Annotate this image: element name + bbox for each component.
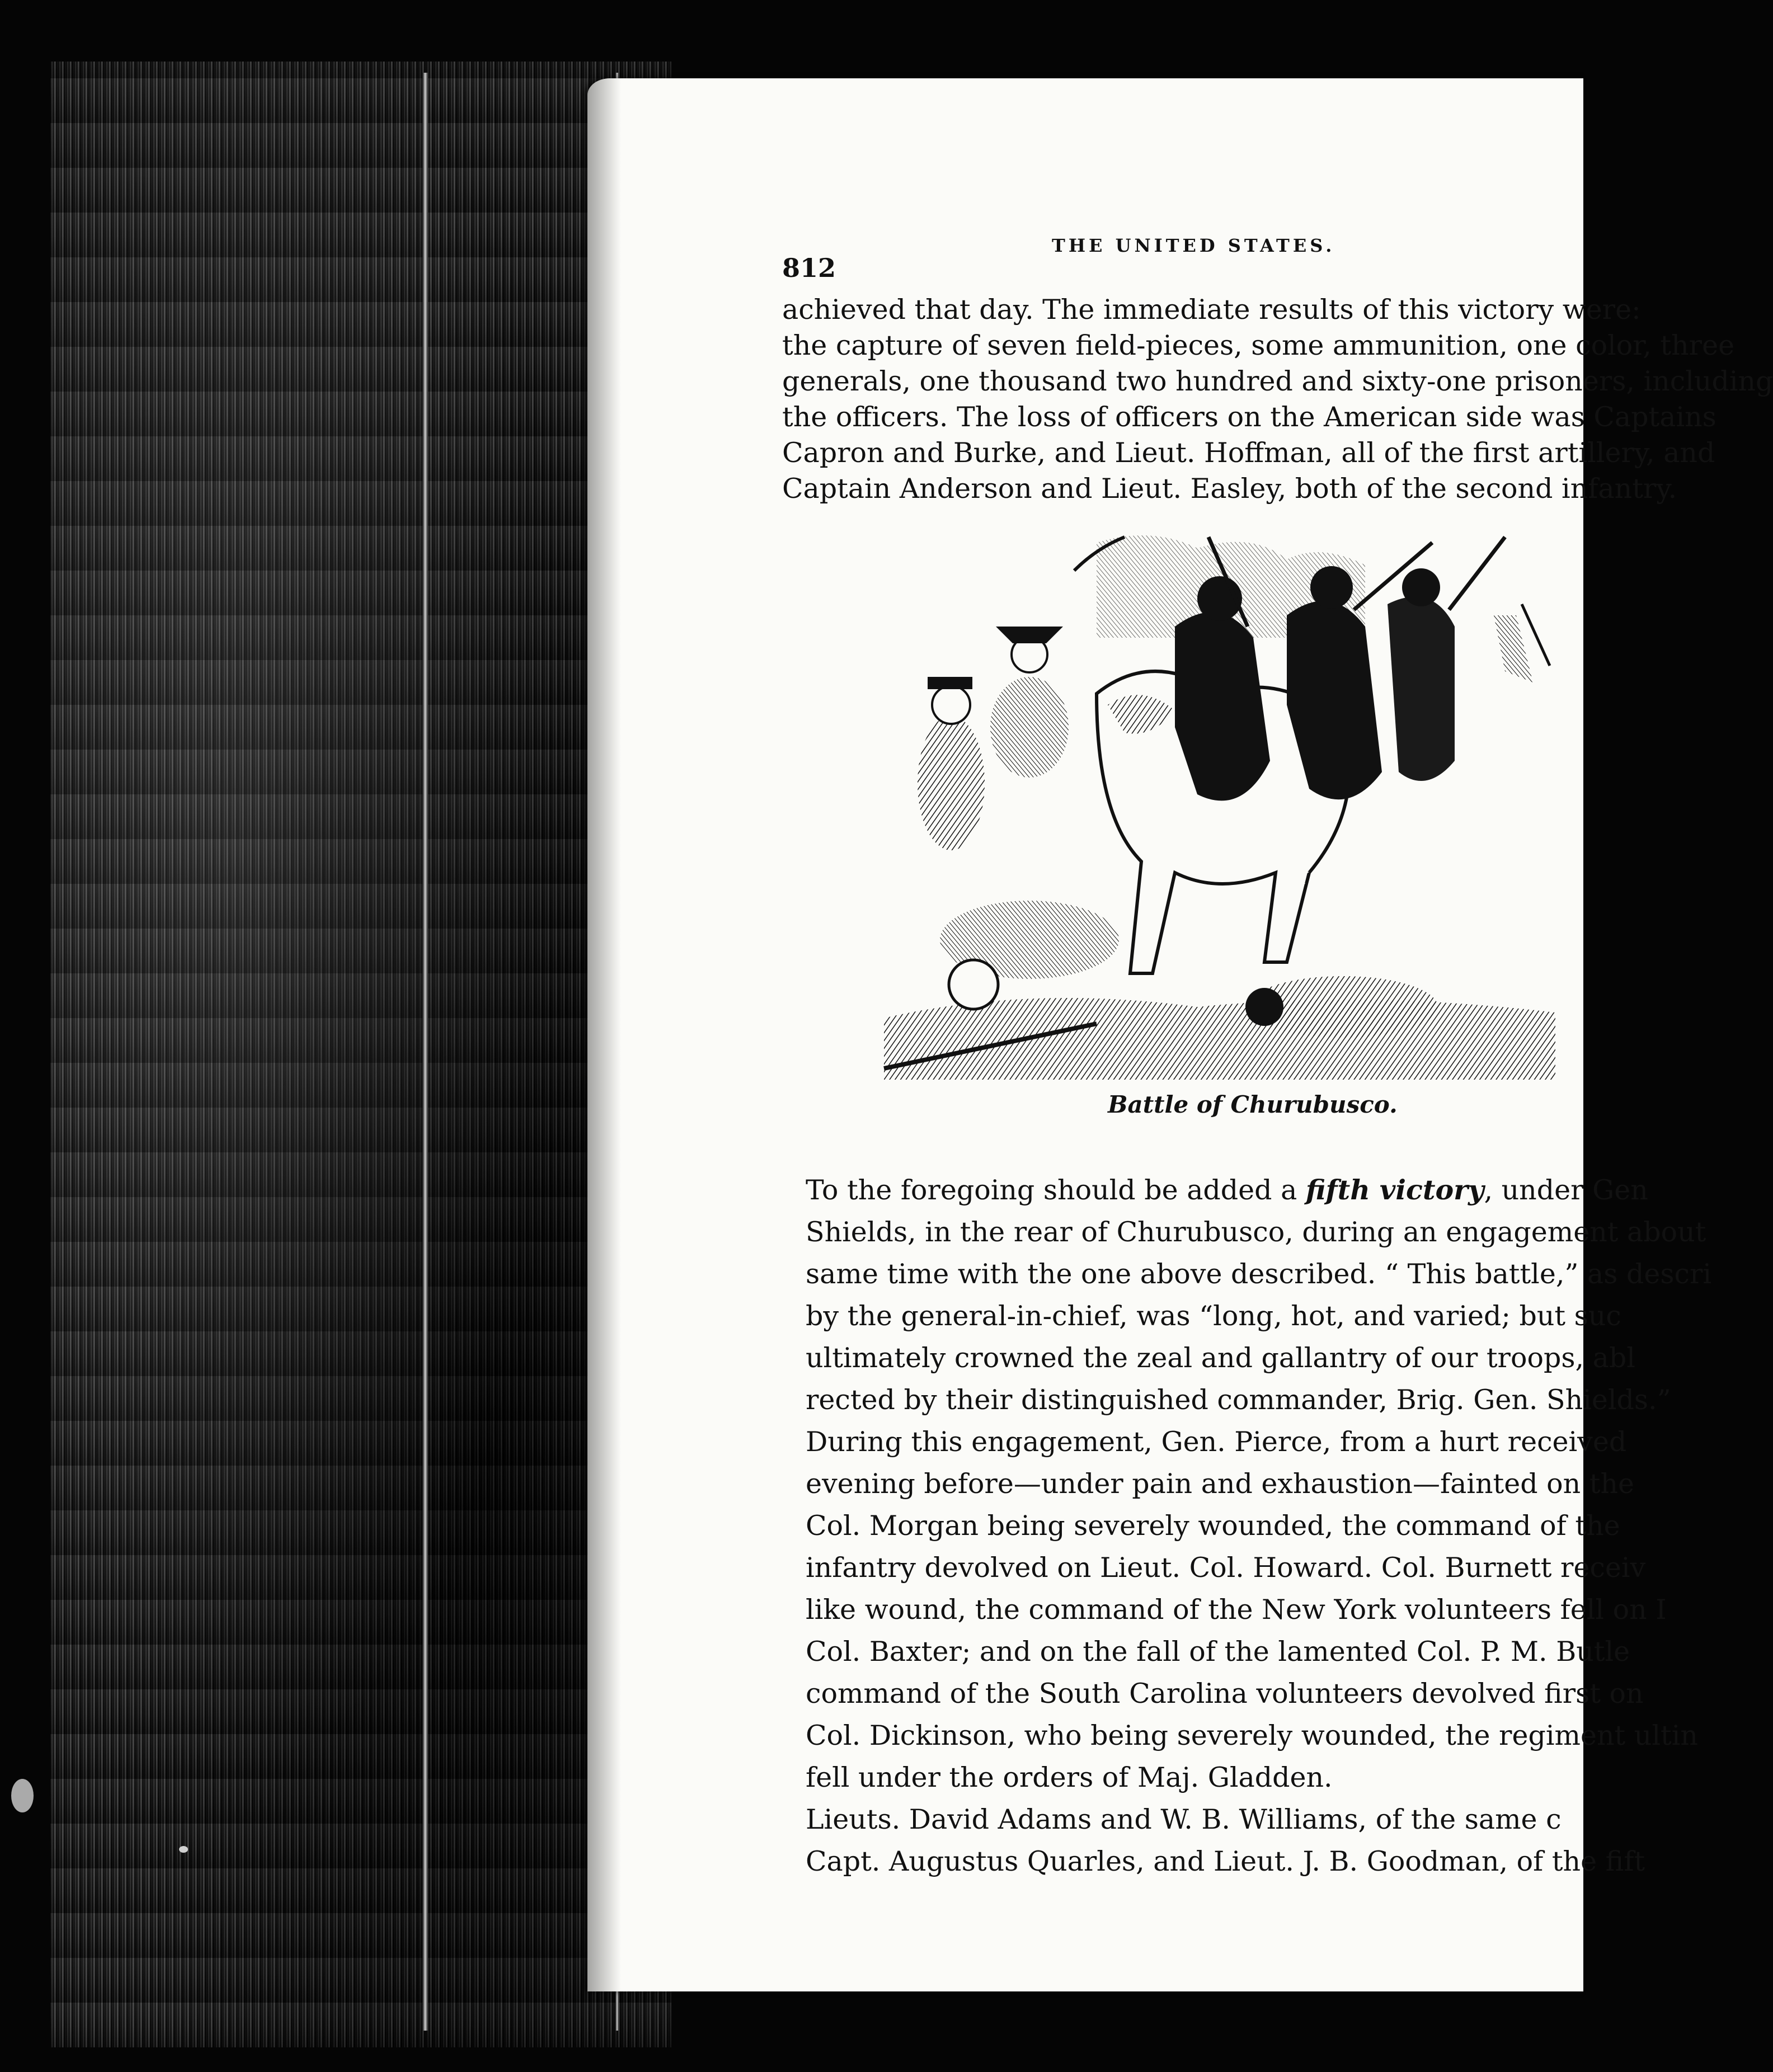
- text-line: the capture of seven field-pieces, some ammunition, one color, three: [782, 329, 1735, 361]
- text-line: ultimately crowned the zeal and gallantry of our troops, abl: [806, 1342, 1635, 1374]
- text-line: Col. Baxter; and on the fall of the lamented Col. P. M. Butle: [806, 1636, 1630, 1668]
- paragraph-bottom: [806, 1169, 1712, 1882]
- svg-text:★: ★: [1388, 808, 1408, 833]
- illustration-caption: Battle of Churubusco.: [1108, 1091, 1398, 1118]
- battle-engraving: [862, 526, 1561, 1080]
- text-line: by the general-in-chief, was “long, hot, and varied; but suc: [806, 1300, 1621, 1332]
- running-head: THE UNITED STATES.: [1052, 235, 1335, 256]
- text-line: Lieuts. David Adams and W. B. Williams, of the same c: [806, 1803, 1562, 1835]
- text-line: generals, one thousand two hundred and sixty-one prisoners, including: [782, 365, 1773, 397]
- text-line: Shields, in the rear of Churubusco, during an engagement about: [806, 1216, 1706, 1248]
- text-line: Capt. Augustus Quarles, and Lieut. J. B. Goodman, of the fift: [806, 1845, 1645, 1877]
- text-line: infantry devolved on Lieut. Col. Howard. Col. Burnett receiv: [806, 1552, 1646, 1584]
- debris-speck: [179, 1846, 188, 1853]
- text-line: same time with the one above described. “ This battle,” as descri: [806, 1258, 1712, 1290]
- text-line: the officers. The loss of officers on the American side was Captains: [782, 401, 1716, 433]
- text-line: During this engagement, Gen. Pierce, from a hurt received: [806, 1426, 1627, 1458]
- text-line: Capron and Burke, and Lieut. Hoffman, all of the first artillery, and: [782, 437, 1715, 469]
- text-line: evening before—under pain and exhaustion—fainted on the: [806, 1468, 1635, 1500]
- debris-speck: [11, 1779, 34, 1812]
- text-line: Col. Dickinson, who being severely wounded, the regiment ultin: [806, 1720, 1698, 1751]
- emphasis-fifth-victory: fifth victory: [1305, 1174, 1484, 1206]
- edge-highlight: [422, 73, 428, 2031]
- text-line: achieved that day. The immediate results of this victory were:: [782, 294, 1641, 326]
- page-binding-shadow: [587, 78, 621, 1991]
- text-line: To the foregoing should be added a fifth victory, under Gen: [806, 1174, 1648, 1206]
- book-page-edges: [50, 62, 671, 2047]
- text-line: Captain Anderson and Lieut. Easley, both of the second infantry.: [782, 473, 1677, 505]
- paragraph-top: [782, 292, 1773, 507]
- text-line: Col. Morgan being severely wounded, the command of the: [806, 1510, 1620, 1542]
- svg-text:★: ★: [1287, 859, 1311, 891]
- text-line: fell under the orders of Maj. Gladden.: [806, 1762, 1333, 1793]
- text-line: like wound, the command of the New York volunteers fell on I: [806, 1594, 1667, 1626]
- text-line: command of the South Carolina volunteers devolved first on: [806, 1678, 1644, 1710]
- text-line: rected by their distinguished commander, Brig. Gen. Shields.”: [806, 1384, 1671, 1416]
- page-number: 812: [782, 253, 836, 283]
